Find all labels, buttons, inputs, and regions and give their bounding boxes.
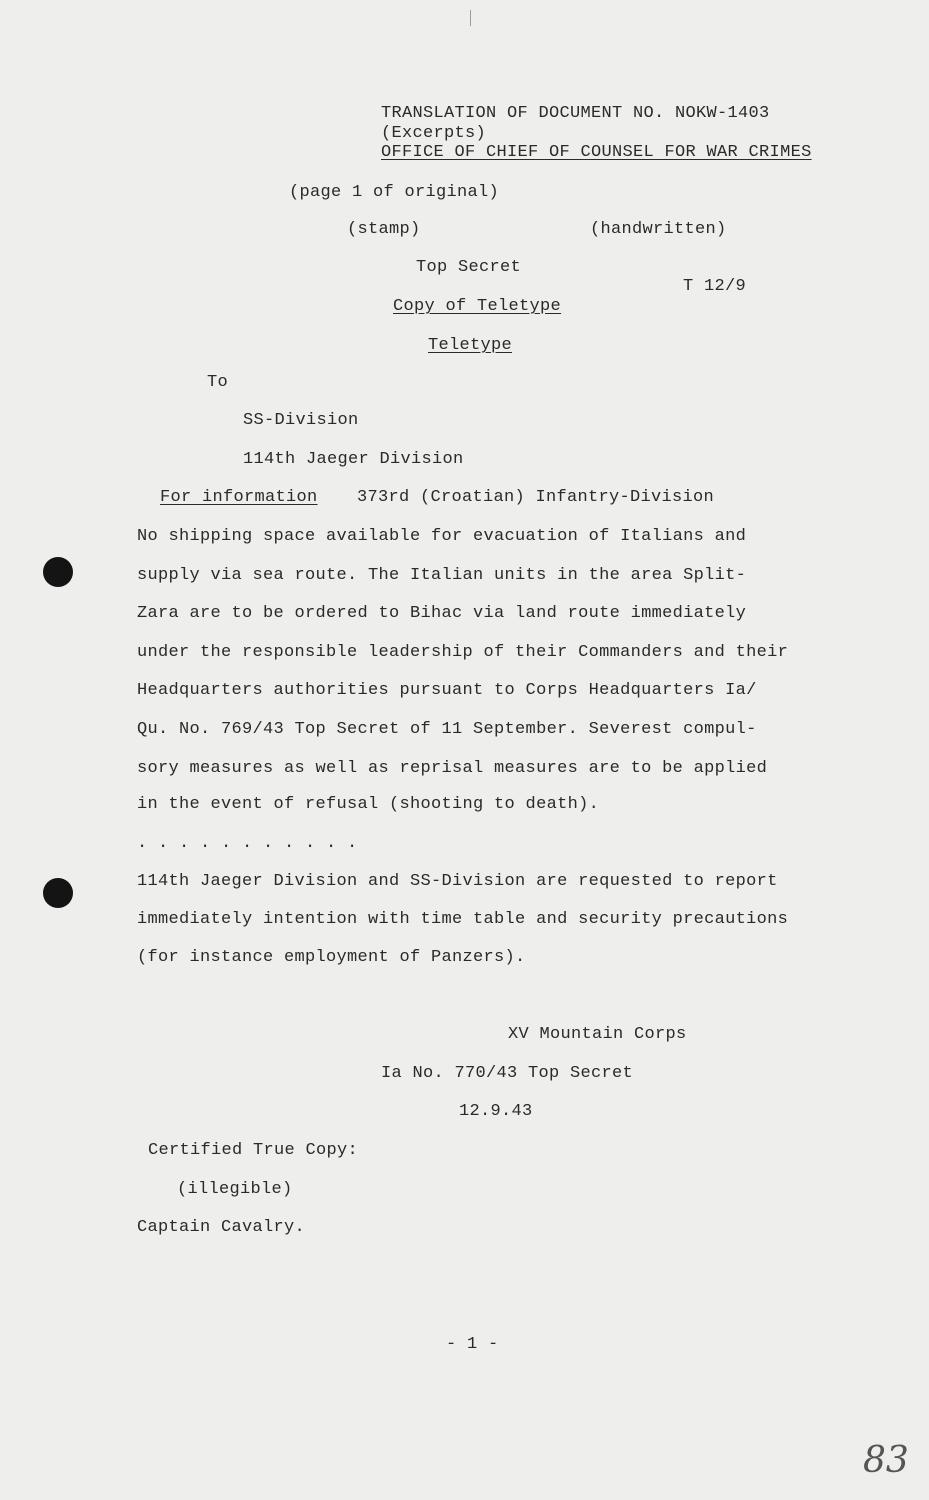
body-line: supply via sea route. The Italian units in the area Split- (137, 566, 747, 585)
handwritten-label: (handwritten) (590, 220, 727, 239)
body-line: immediately intention with time table and security precautions (137, 910, 789, 929)
ellipsis-line: . . . . . . . . . . . (137, 834, 358, 853)
recipient: 114th Jaeger Division (243, 450, 464, 469)
signature-unit: XV Mountain Corps (508, 1025, 687, 1044)
for-information-value: 373rd (Croatian) Infantry-Division (357, 488, 715, 507)
to-label: To (207, 373, 229, 392)
body-line: Qu. No. 769/43 Top Secret of 11 September. Severest compul- (137, 720, 757, 739)
recipient: SS-Division (243, 411, 359, 430)
body-line: Zara are to be ordered to Bihac via land route immediately (137, 604, 747, 623)
for-information-label: For information (160, 488, 318, 507)
page-number: - 1 - (446, 1335, 499, 1354)
certifier-signature: (illegible) (177, 1180, 293, 1199)
body-line: 114th Jaeger Division and SS-Division are requested to report (137, 872, 778, 891)
body-line: Headquarters authorities pursuant to Corps Headquarters Ia/ (137, 681, 757, 700)
signature-date: 12.9.43 (459, 1102, 533, 1121)
punch-hole (43, 878, 73, 908)
copy-title: Copy of Teletype (393, 297, 562, 316)
stamp-label: (stamp) (347, 220, 421, 239)
body-line: sory measures as well as reprisal measures are to be applied (137, 759, 768, 778)
body-line: (for instance employment of Panzers). (137, 948, 526, 967)
classification: Top Secret (416, 258, 522, 277)
teletype-title: Teletype (428, 336, 513, 355)
body-line: No shipping space available for evacuation of Italians and (137, 527, 747, 546)
punch-hole (43, 557, 73, 587)
header-line-1: TRANSLATION OF DOCUMENT NO. NOKW-1403 (381, 104, 770, 123)
corner-handwritten-number: 83 (863, 1440, 909, 1481)
top-mark (470, 10, 471, 26)
certifier-rank: Captain Cavalry. (137, 1218, 306, 1237)
body-line: in the event of refusal (shooting to death). (137, 795, 600, 814)
header-line-2: (Excerpts) (381, 124, 487, 143)
header-line-3: OFFICE OF CHIEF OF COUNSEL FOR WAR CRIMES (381, 143, 812, 162)
handwritten-ref: T 12/9 (683, 277, 747, 296)
certified-label: Certified True Copy: (148, 1141, 359, 1160)
page-note: (page 1 of original) (289, 183, 500, 202)
signature-reference: Ia No. 770/43 Top Secret (381, 1064, 634, 1083)
body-line: under the responsible leadership of their Commanders and their (137, 643, 789, 662)
